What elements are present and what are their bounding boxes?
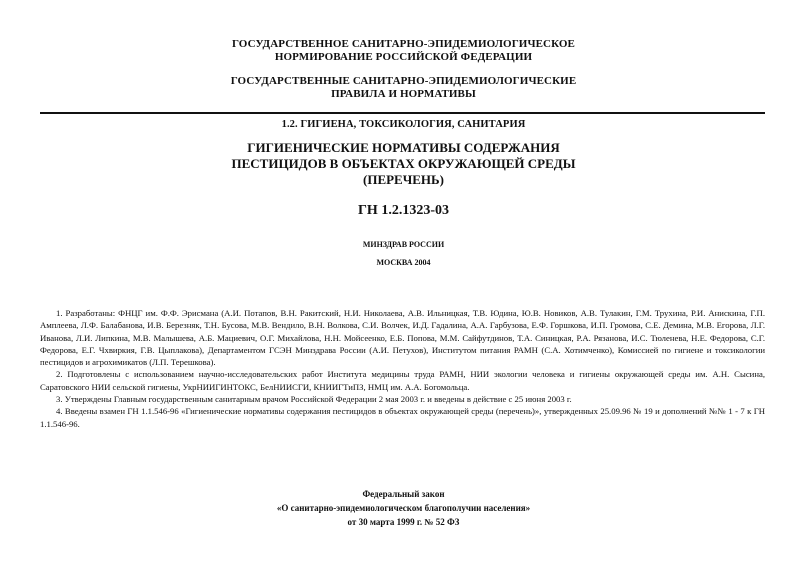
header-line-2: НОРМИРОВАНИЕ РОССИЙСКОЙ ФЕДЕРАЦИИ bbox=[274, 51, 533, 63]
title-line-3: (ПЕРЕЧЕНЬ) bbox=[363, 172, 444, 187]
ministry: МИНЗДРАВ РОССИИ bbox=[362, 240, 445, 249]
place-year: МОСКВА 2004 bbox=[376, 258, 431, 267]
document-body bbox=[40, 307, 765, 430]
header-line-4: ПРАВИЛА И НОРМАТИВЫ bbox=[331, 88, 476, 100]
paragraph-3: 3. Утверждены Главным государственным санитарным врачом Российской Федерации 2 мая 2003 г. и введены в действие с 25 июня 2003 г. bbox=[56, 394, 572, 405]
law-line-2: «О санитарно-эпидемиологическом благополучии населения» bbox=[276, 503, 531, 513]
law-line-1: Федеральный закон bbox=[362, 489, 445, 499]
title-line-1: ГИГИЕНИЧЕСКИЕ НОРМАТИВЫ СОДЕРЖАНИЯ bbox=[247, 140, 560, 155]
section-heading: 1.2. ГИГИЕНА, ТОКСИКОЛОГИЯ, САНИТАРИЯ bbox=[281, 119, 526, 130]
law-line-3: от 30 марта 1999 г. № 52 ФЗ bbox=[347, 517, 460, 527]
paragraph-1: 1. Разработаны: ФНЦГ им. Ф.Ф. Эрисмана (А.И. Потапов, В.Н. Ракитский, Н.И. Николаева, А.В. Ильницкая, Т.В. Юдина, Ю.В. Новиков, А.В. Тулакин, Г.М. Трухина, Р.И. Анискина, Г.П. Амплеева, Л.Ф. Балабанова, И.В. Березняк, Т.Н. Бусова, М.В. Вендило, В.Н. Волкова, С.И. Волчек, И.Д. Гадалина, А.А. Гарбузова, Е.Ф. Горшкова, И.П. Громова, С.Е. Демина, М.В. Егорова, Л.Г. Иванова, Л.И. Липкина, М.В. Малышева, А.Б. Мациевич, О.Г. Михайлова, Н.Н. Мойсеенко, Е.Б. Попова, М.М. Сайфутдинов, Т.А. Синицкая, Р.А. Рязанова, И.С. Тюленева, Н.Е. Федорова, С.Г. Федорова, Е.Г. Чхвиркия, Г.В. Цыплакова), Департаментом ГСЭН Минздрава России (А.И. Петухов), Институтом питания РАМН (С.А. Хотимченко), Комиссией по гигиене и токсикологии пестицидов и агрохимикатов (Л.П. Терешкова). bbox=[40, 308, 765, 368]
header-line-1: ГОСУДАРСТВЕННОЕ САНИТАРНО-ЭПИДЕМИОЛОГИЧЕСКОЕ bbox=[231, 38, 575, 50]
horizontal-rule bbox=[40, 112, 765, 114]
paragraph-2: 2. Подготовлены с использованием научно-исследовательских работ Института медицины труда РАМН, НИИ экологии человека и гигиены окружающей среды им. А.Н. Сысина, Саратовского НИИ сельской гигиены, УкрНИИГИНТОКС, БелНИИСГИ, КНИИГТиПЗ, НМЦ им. А.А. Богомольца. bbox=[40, 369, 765, 392]
document-code: ГН 1.2.1323-03 bbox=[358, 203, 449, 218]
title-line-2: ПЕСТИЦИДОВ В ОБЪЕКТАХ ОКРУЖАЮЩЕЙ СРЕДЫ bbox=[231, 156, 576, 171]
header-line-3: ГОСУДАРСТВЕННЫЕ САНИТАРНО-ЭПИДЕМИОЛОГИЧЕСКИЕ bbox=[230, 75, 577, 87]
paragraph-4: 4. Введены взамен ГН 1.1.546-96 «Гигиенические нормативы содержания пестицидов в объектах окружающей среды (перечень)», утвержденных 25.09.96 № 19 и дополнений №№ 1 - 7 к ГН 1.1.546-96. bbox=[40, 406, 765, 429]
